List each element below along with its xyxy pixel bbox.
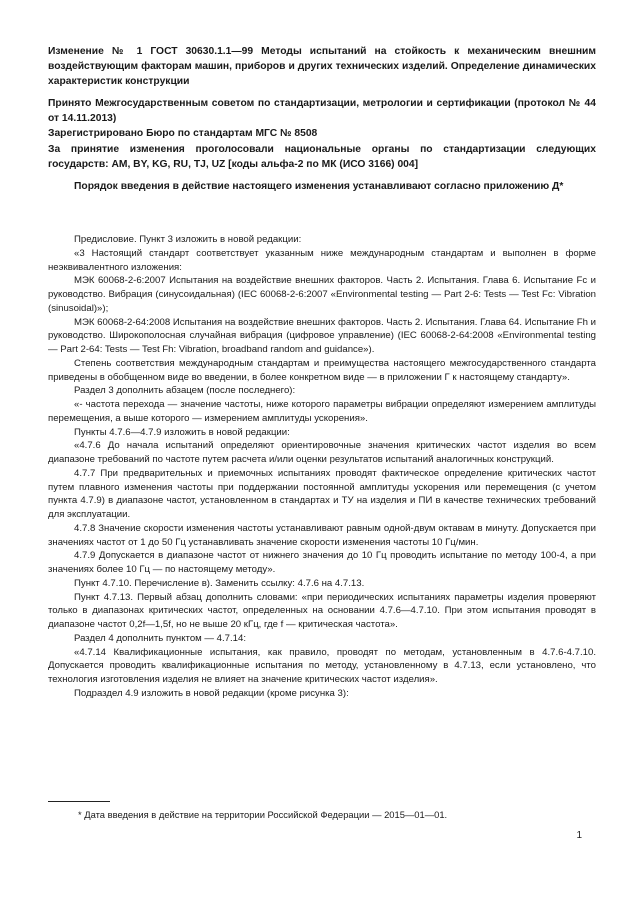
footnote-divider xyxy=(48,801,110,802)
body-paragraph: Раздел 4 дополнить пунктом — 4.7.14: xyxy=(74,632,247,644)
body-paragraph: Пункт 4.7.10. Перечисление в). Заменить ссылку: 4.7.6 на 4.7.13. xyxy=(74,577,365,589)
voting-statement: За принятие изменения проголосовали национальные органы по стандартизации следующих государств: AM, BY, KG, RU, TJ, UZ [коды альфа-2 по МК (ИСО 3166) 004] xyxy=(48,144,596,170)
body-paragraph: МЭК 60068-2-6:2007 Испытания на воздействие внешних факторов. Часть 2. Испытания. Глава 6. Испытание Fc и руководство. Вибрация (синусоидальная) (IEC 60068-2-6:2007 «Environmental testing — Part 2-6: Tests — Test Fc: Vibration (sinusoidal)»); xyxy=(48,275,596,314)
body-paragraph: Раздел 3 дополнить абзацем (после последнего): xyxy=(74,385,296,397)
body-paragraph: Пункты 4.7.6—4.7.9 изложить в новой редакции: xyxy=(74,426,290,438)
body-paragraph: Подраздел 4.9 изложить в новой редакции (кроме рисунка 3): xyxy=(74,687,349,699)
body-paragraph: «4.7.6 До начала испытаний определяют ориентировочные значения критических частот изделия во всем диапазоне требований по частоте путем расчета и/или оценки результатов испытаний аналогичных конструкций. xyxy=(48,440,596,465)
enactment-statement: Порядок введения в действие настоящего изменения устанавливают согласно приложению Д* xyxy=(74,181,564,192)
page-number: 1 xyxy=(576,830,582,841)
body-paragraph: 4.7.8 Значение скорости изменения частоты устанавливают равным одной-двум октавам в минуту. Допускается при значениях частот от 1 до 50 Гц устанавливать значение скорости изменения частоты 10 Гц/мин. xyxy=(48,522,596,548)
body-paragraph: «3 Настоящий стандарт соответствует указанным ниже международным стандартам и выполнен в форме неэквивалентного изложения: xyxy=(48,247,596,273)
footnote: * Дата введения в действие на территории Российской Федерации — 2015—01—01. xyxy=(78,809,448,820)
document-body xyxy=(48,233,596,701)
body-paragraph: МЭК 60068-2-64:2008 Испытания на воздействие внешних факторов. Часть 2. Испытания. Глава 64. Испытание Fh и руководство. Широкополосная случайная вибрация (цифровое управление) (IEC 60068-2-64:2008 «Environmental testing — Part 2-64: Tests — Test Fh: Vibration, broadband random and guidance»). xyxy=(48,316,596,355)
amendment-title: Изменение № 1 ГОСТ 30630.1.1—99 Методы испытаний на стойкость к механическим внешним воздействующим факторам машин, приборов и других технических изделий. Определение динамических характеристик конструкции xyxy=(48,46,596,87)
body-paragraph: «4.7.14 Квалификационные испытания, как правило, проводят по методам, установленным в 4.7.6-4.7.10. Допускается проводить квалификационные испытания по методу, установленному в 4.7.13, если установлено, что технология изготовления изделия не влияет на значение критических частот изделия». xyxy=(48,646,596,685)
body-paragraph: Пункт 4.7.13. Первый абзац дополнить словами: «при периодических испытаниях параметры изделия проверяют только в диапазонах критических частот, определенных на основании 4.7.6—4.7.10. При этом испытания проводят в диапазоне частот 0,2f—1,5f, но не выше 20 кГц, где f — критическая частота». xyxy=(48,591,596,630)
body-paragraph: «- частота перехода — значение частоты, ниже которого параметры вибрации определяют измерением амплитуды перемещения, а выше которого — измерением амплитуды ускорения». xyxy=(48,399,596,424)
adoption-statement: Принято Межгосударственным советом по стандартизации, метрологии и сертификации (протокол № 44 от 14.11.2013) xyxy=(48,98,596,124)
body-paragraph: Предисловие. Пункт 3 изложить в новой редакции: xyxy=(74,234,302,245)
registration-statement: Зарегистрировано Бюро по стандартам МГС № 8508 xyxy=(48,128,318,139)
body-paragraph: 4.7.9 Допускается в диапазоне частот от нижнего значения до 10 Гц проводить испытание по методу 100-4, а при значениях более 10 Гц — по настоящему методу». xyxy=(48,550,596,575)
body-paragraph: 4.7.7 При предварительных и приемочных испытаниях проводят фактическое определение критических частот путем плавного изменения частоты при поддержании постоянной амплитуды ускорения или перемещения (с учетом пункта 4.7.9) в диапазоне частот, установленном в стандартах и ТУ на изделия и ПИ в качестве технических требований для эксплуатации. xyxy=(48,467,596,520)
body-paragraph: Степень соответствия международным стандартам и преимущества настоящего межгосударственного стандарта приведены в обобщенном виде во введении, в более конкретном виде — в приложении Г к настоящему стандарту». xyxy=(48,357,596,383)
